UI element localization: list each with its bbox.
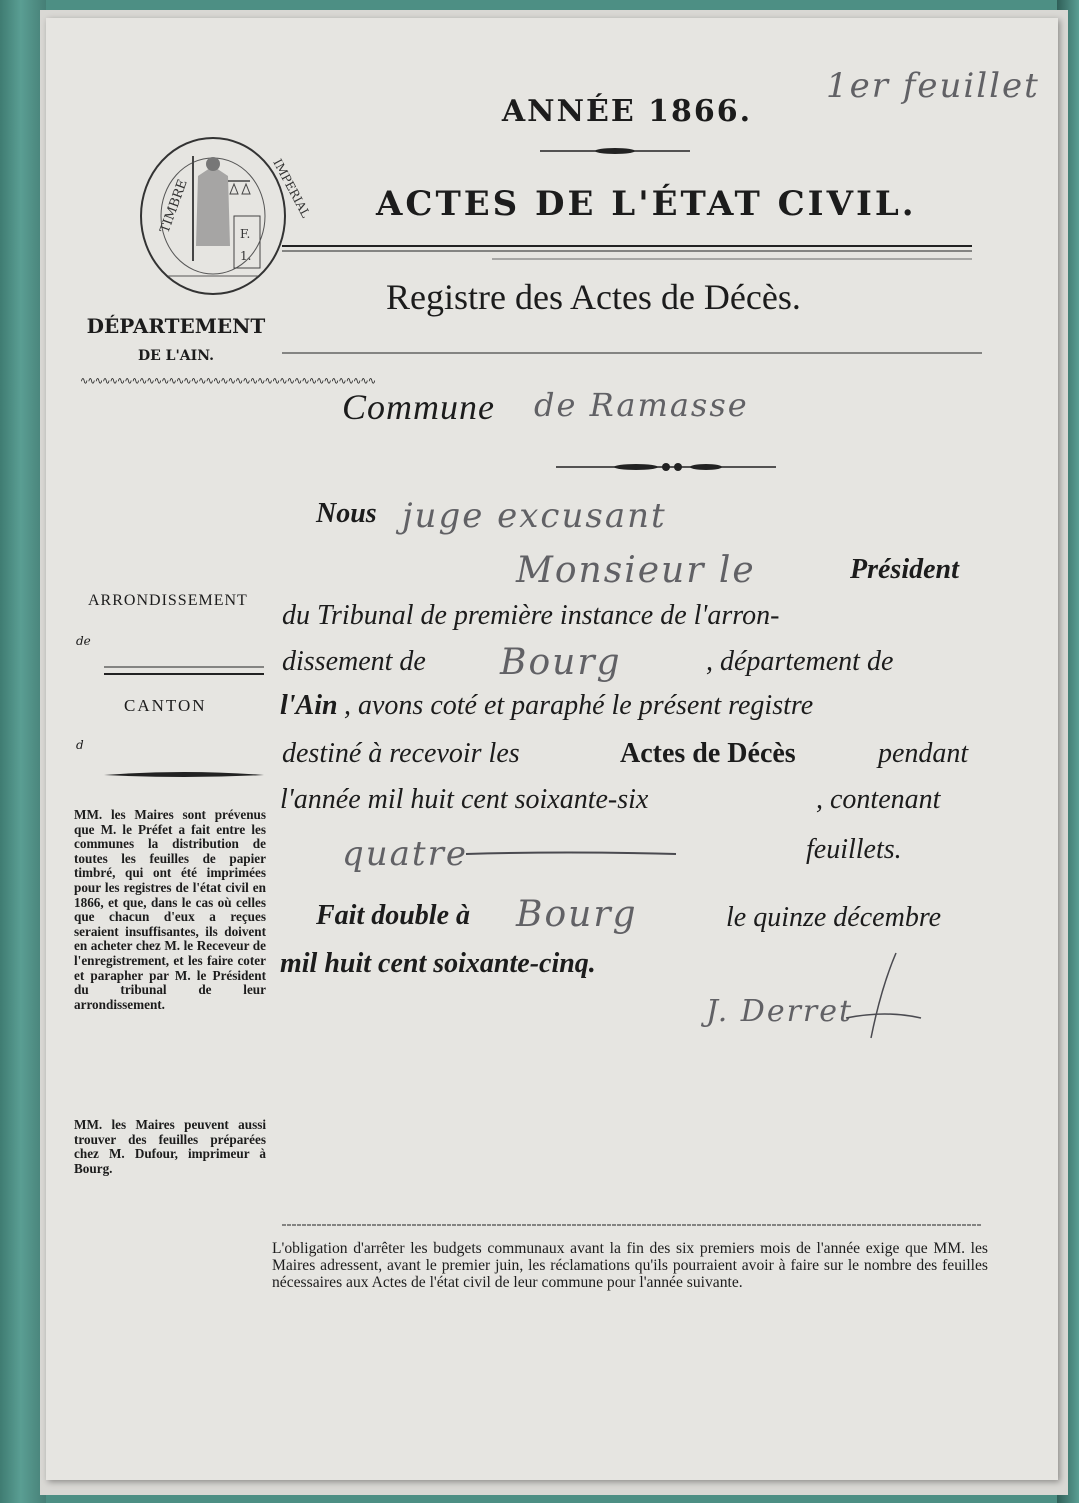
wavy-rule-icon: ∿∿∿∿∿∿∿∿∿∿∿∿∿∿∿∿∿∿∿∿∿∿∿∿∿∿∿∿∿∿∿∿∿∿∿∿∿∿∿∿: [80, 376, 376, 387]
register-page: [46, 18, 1058, 1480]
register-title: Registre des Actes de Décès.: [386, 277, 801, 317]
note-maires-1: MM. les Maires sont prévenus que M. le Préfet a fait entre les communes la distribution de toutes les feuilles de papier timbré, qui ont été imprimées pour les registres de l'état civil en 1866, et que, dans le cas où celles que chacun d'eux a reçues seraient insuffisantes, ils doivent en acheter chez M. le Receveur de l'enregistrement, et les faire coter et parapher par M. le Président du tribunal de leur arrondissement.: [74, 807, 266, 1012]
imperial-stamp-seal-icon: [138, 136, 313, 296]
departement-sub: DE L'AIN.: [137, 348, 214, 364]
seal-text-left: TIMBRE: [157, 177, 191, 236]
year-heading: ANNÉE 1866.: [501, 94, 753, 129]
bottom-rule: [282, 1222, 982, 1228]
body-line-5b: Actes de Décès: [620, 738, 796, 769]
body-line-6b: , contenant: [816, 784, 941, 815]
departement-label: DÉPARTEMENT: [86, 314, 266, 338]
body-line-2: du Tribunal de première instance de l'arron-: [282, 600, 780, 631]
signature-handwritten: J. Derret: [706, 994, 854, 1029]
canton-swell-rule: [104, 770, 264, 780]
nous-word: Nous: [316, 498, 377, 529]
body-line-5c: pendant: [878, 738, 969, 769]
president-word: Président: [850, 554, 959, 585]
folio-note: 1er feuillet: [826, 66, 1040, 106]
seal-letter-top: F.: [240, 227, 251, 241]
ornament-divider-1: [540, 144, 690, 158]
body-line-6a: l'année mil huit cent soixante-six: [280, 784, 649, 815]
body-line-4b: , avons coté et paraphé le présent registre: [344, 690, 814, 721]
quantity-stroke: [466, 850, 676, 858]
ornament-divider-2: [556, 460, 776, 474]
body-line-5a: destiné à recevoir les: [282, 738, 520, 769]
seal-letter-bottom: 1.: [240, 249, 252, 263]
fait-double-a: Fait double à: [316, 900, 471, 931]
arrondissement-de: de: [76, 634, 91, 648]
canton-d: d: [76, 738, 84, 752]
seal-text-right: IMPERIAL: [270, 156, 313, 220]
feuillets-word: feuillets.: [806, 834, 902, 865]
commune-label: Commune: [342, 387, 495, 427]
commune-handwritten: de Ramasse: [534, 386, 749, 424]
quantity-handwritten: quatre: [342, 834, 468, 874]
double-rule-header: [282, 240, 972, 264]
rule-under-register-title: [282, 348, 982, 358]
canton-label: CANTON: [124, 696, 207, 715]
nous-handwritten: juge excusant: [402, 496, 667, 536]
fait-date: le quinze décembre: [726, 902, 942, 933]
arrondissement-rule: [104, 664, 264, 678]
fait-handwritten: Bourg: [516, 894, 638, 935]
body-line-3a: dissement de: [282, 646, 426, 677]
arrondissement-handwritten: Bourg: [500, 642, 622, 683]
body-line-4a: l'Ain: [280, 690, 338, 721]
signature-flourish: [826, 948, 926, 1048]
main-title: ACTES DE L'ÉTAT CIVIL.: [376, 184, 917, 224]
monsieur-handwritten: Monsieur le: [516, 550, 756, 591]
body-line-3b: , département de: [706, 646, 894, 677]
arrondissement-label: ARRONDISSEMENT: [88, 592, 248, 609]
obligation-note: L'obligation d'arrêter les budgets communaux avant la fin des six premiers mois de l'année exige que MM. les Maires adressent, avant le premier juin, les réclamations qu'ils pourraient avoir à faire sur le nombre des feuilles nécessaires aux Actes de l'état civil de leur commune pour l'année suivante.: [272, 1240, 988, 1291]
body-line-9: mil huit cent soixante-cinq.: [280, 948, 596, 979]
note-maires-2: MM. les Maires peuvent aussi trouver des feuilles préparées chez M. Dufour, imprimeur à Bourg.: [74, 1117, 266, 1176]
